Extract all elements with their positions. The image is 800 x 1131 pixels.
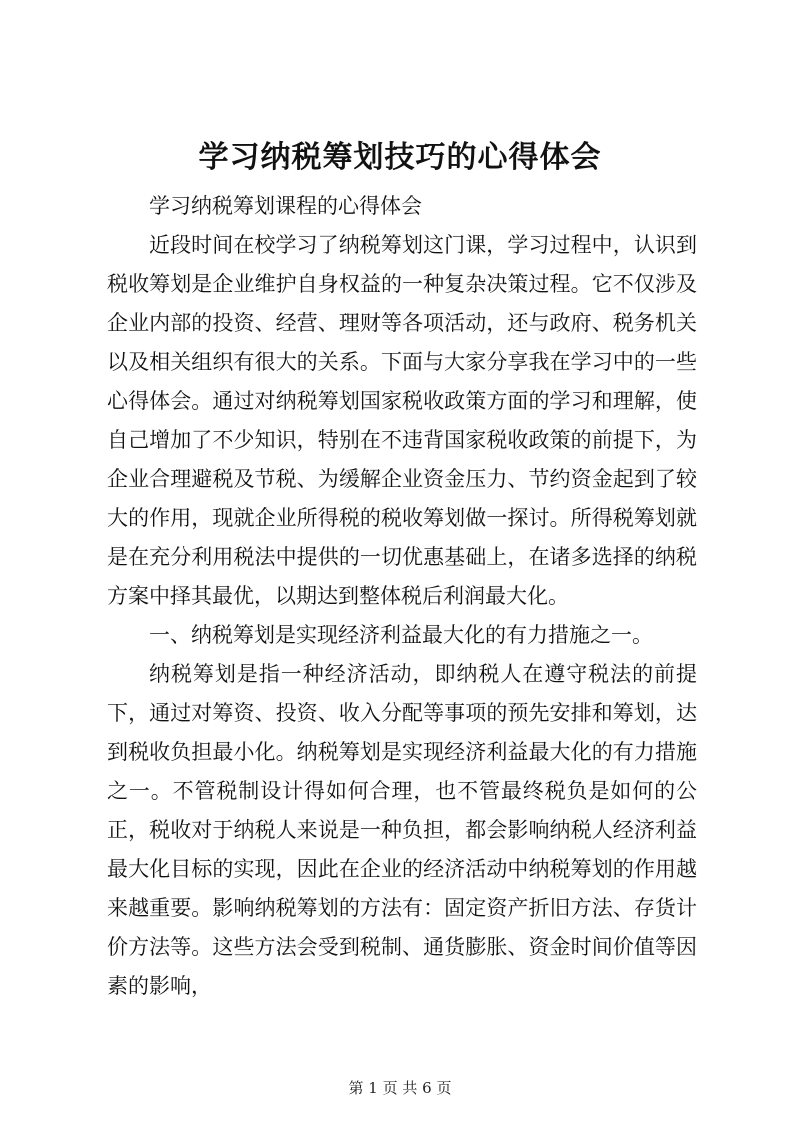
- paragraph-subtitle: 学习纳税筹划课程的心得体会: [149, 194, 422, 218]
- page-footer: 第 1 页 共 6 页: [348, 1079, 452, 1097]
- paragraph-section-heading: 一、纳税筹划是实现经济利益最大化的有力措施之一。: [149, 623, 653, 647]
- paragraph-section-body: 纳税筹划是指一种经济活动，即纳税人在遵守税法的前提下，通过对筹资、投资、收入分配等事项的预先安排和筹划，达到税收负担最小化。纳税筹划是实现经济利益最大化的有力措施之一。不管税制设计得如何合理，也不管最终税负是如何的公正，税收对于纳税人来说是一种负担，都会影响纳税人经济利益最大化目标的实现，因此在企业的经济活动中纳税筹划的作用越来越重要。影响纳税筹划的方法有：固定资产折旧方法、存货计价方法等。这些方法会受到税制、通货膨胀、资金时间价值等因素的影响，: [107, 662, 697, 998]
- document-title: 学习纳税筹划技巧的心得体会: [198, 140, 602, 175]
- paragraph-intro: 近段时间在校学习了纳税筹划这门课，学习过程中，认识到税收筹划是企业维护自身权益的一种复杂决策过程。它不仅涉及企业内部的投资、经营、理财等各项活动，还与政府、税务机关以及相关组织有很大的关系。下面与大家分享我在学习中的一些心得体会。通过对纳税筹划国家税收政策方面的学习和理解，使自己增加了不少知识，特别在不违背国家税收政策的前提下，为企业合理避税及节税、为缓解企业资金压力、节约资金起到了较大的作用，现就企业所得税的税收筹划做一探讨。所得税筹划就是在充分利用税法中提供的一切优惠基础上，在诸多选择的纳税方案中择其最优，以期达到整体税后利润最大化。: [107, 233, 697, 608]
- document-body: [107, 187, 697, 1006]
